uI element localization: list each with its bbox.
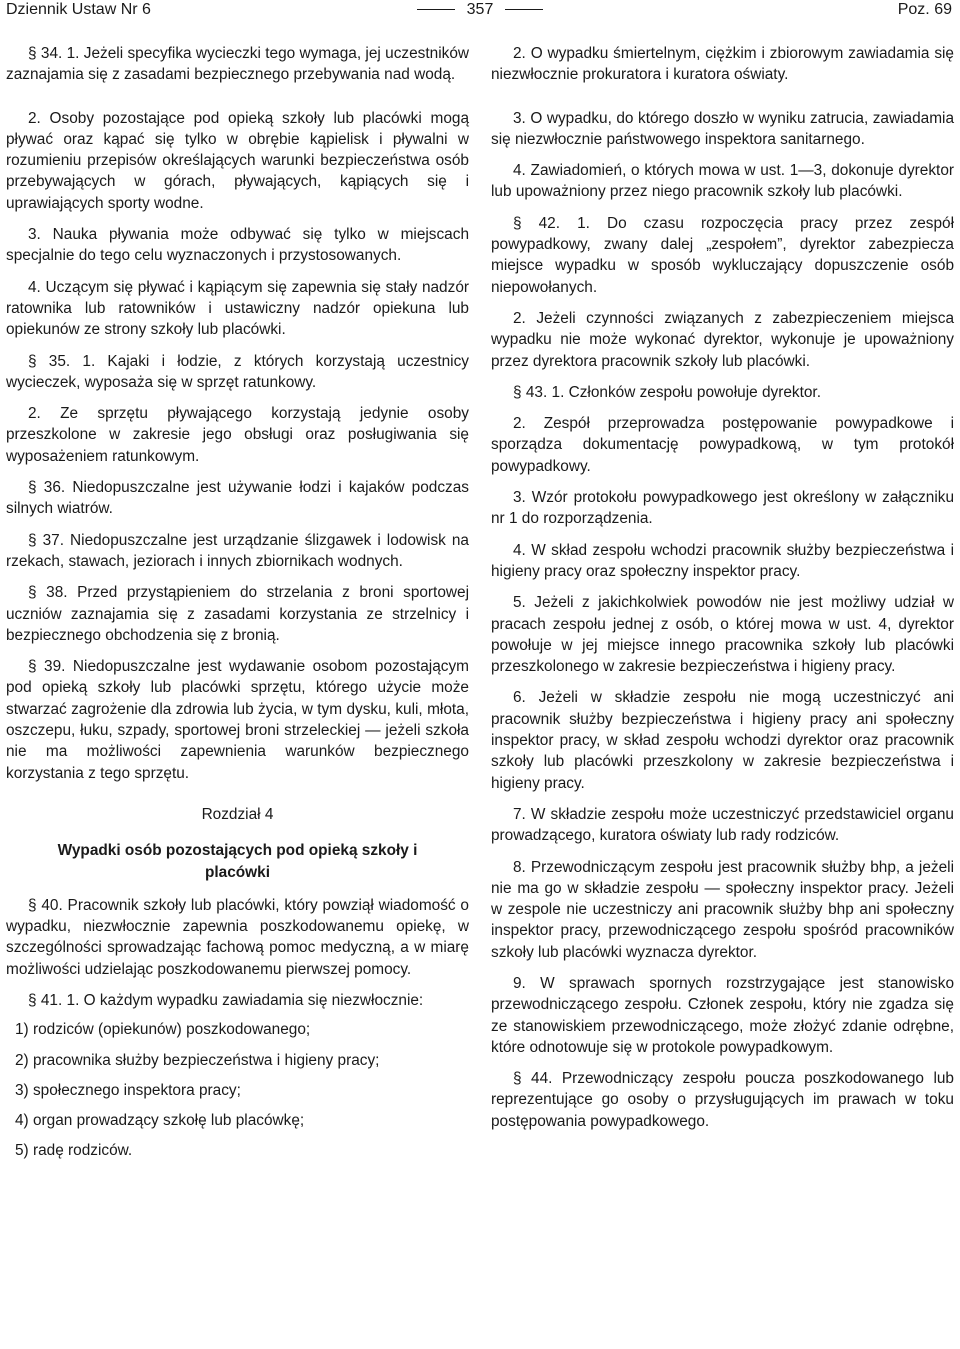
paragraph-s43-2: 2. Zespół przeprowadza postępowanie powypadkowe i sporządza dokumentację powypadkową, w tym protokół powypadkowy. <box>491 415 954 475</box>
list-item-2: 2) pracownika służby bezpieczeństwa i higieny pracy; <box>15 1051 380 1069</box>
paragraph-s39: § 39. Niedopuszczalne jest wydawanie osobom pozostającym pod opieką szkoły lub placówki sprzętu, którego użycie może stwarzać zagrożenie dla zdrowia lub życia, w tym dysku, kuli, młota, oszczepu, łuku, szpady, sportowej broni strzeleckiej — jeżeli szkoła nie ma możliwości zapewnienia warunków bezpiecznego korzystania z tego sprzętu. <box>6 658 469 782</box>
list-item-3: 3) społecznego inspektora pracy; <box>15 1081 241 1099</box>
paragraph-s34-1: § 34. 1. Jeżeli specyfika wycieczki tego wymaga, jej uczestników zaznajamia się z zasadami bezpiecznego przebywania nad wodą. <box>6 45 469 84</box>
dash-left <box>417 9 455 10</box>
chapter-label: Rozdział 4 <box>201 805 274 823</box>
page-number-line <box>0 0 960 20</box>
page-header <box>0 0 960 24</box>
paragraph-s43-4: 4. W skład zespołu wchodzi pracownik służby bezpieczeństwa i higieny pracy oraz społeczny inspektor pracy. <box>491 541 954 580</box>
left-column <box>6 43 469 1171</box>
paragraph-s34-2: 2. Osoby pozostające pod opieką szkoły lub placówki mogą pływać oraz kąpać się tylko w obrębie kąpielisk i pływalni w rozumieniu przepisów określających warunki bezpieczeństwa osób przebywających w górach, pływających, kąpiących się i uprawiających sporty wodne. <box>6 109 469 212</box>
chapter-title: Wypadki osób pozostających pod opieką szkoły i placówki <box>57 842 418 881</box>
list-item-5: 5) radę rodziców. <box>15 1142 133 1160</box>
paragraph-s43-8: 8. Przewodniczącym zespołu jest pracownik służby bhp, a jeżeli nie ma go w składzie zespołu — społeczny inspektor pracy. Jeżeli w zespole nie uczestniczy ani pracownik służby bhp ani społeczny inspektor pracy, przewodniczącego zespołu spośród pracowników szkoły lub placówki wyznacza dyrektor. <box>491 858 954 961</box>
right-column <box>491 43 954 1142</box>
journal-title: Dziennik Ustaw Nr 6 <box>6 1 151 18</box>
paragraph-s41-2: 2. O wypadku śmiertelnym, ciężkim i zbiorowym zawiadamia się niezwłocznie prokuratora i kuratora oświaty. <box>491 45 954 84</box>
paragraph-s43-5: 5. Jeżeli z jakichkolwiek powodów nie jest możliwy udział w pracach zespołu jednej z osób, o której mowa w ust. 4, dyrektor powołuje w jej miejsce innego pracownika szkoły lub placówki przeszkolonego w zakresie bezpieczeństwa i higieny pracy. <box>491 594 954 676</box>
paragraph-s42-1: § 42. 1. Do czasu rozpoczęcia pracy przez zespół powypadkowy, zwany dalej „zespołem”, dyrektor zabezpiecza miejsce wypadku w sposób wykluczający dopuszczenie osób niepowołanych. <box>491 214 954 296</box>
paragraph-s35-2: 2. Ze sprzętu pływającego korzystają jedynie osoby przeszkolone w zakresie jego obsługi oraz posługiwania się wyposażeniem ratunkowym. <box>6 405 469 465</box>
paragraph-s35-1: § 35. 1. Kajaki i łodzie, z których korzystają uczestnicy wycieczek, wyposaża się w sprzęt ratunkowy. <box>6 352 469 391</box>
paragraph-s43-7: 7. W składzie zespołu może uczestniczyć przedstawiciel organu prowadzącego, kuratora oświaty lub rady rodziców. <box>491 805 954 845</box>
paragraph-s41-1: § 41. 1. O każdym wypadku zawiadamia się niezwłocznie: <box>28 991 424 1009</box>
paragraph-s40: § 40. Pracownik szkoły lub placówki, który powziął wiadomość o wypadku, niezwłocznie zapewnia poszkodowanemu opiekę, w szczególności sprowadzając fachową pomoc medyczną, a w miarę możliwości udzielając poszkodowanemu pierwszej pomocy. <box>6 896 469 978</box>
paragraph-s36: § 36. Niedopuszczalne jest używanie łodzi i kajaków podczas silnych wiatrów. <box>6 479 469 518</box>
list-item-4: 4) organ prowadzący szkołę lub placówkę; <box>15 1112 305 1130</box>
paragraph-s34-4: 4. Uczącym się pływać i kąpiącym się zapewnia się stały nadzór ratownika lub ratowników i ustawiczny nadzór opiekuna lub opiekunów ze strony szkoły lub placówki. <box>6 278 469 339</box>
paragraph-s42-2: 2. Jeżeli czynności związanych z zabezpieczeniem miejsca wypadku nie może wykonać dyrektor, wykonuje je upoważniony przez dyrektora pracownik szkoły lub placówki. <box>491 309 954 370</box>
list-item-1: 1) rodziców (opiekunów) poszkodowanego; <box>15 1021 311 1039</box>
dash-right <box>505 9 543 10</box>
paragraph-s43-6: 6. Jeżeli w składzie zespołu nie mogą uczestniczyć ani pracownik służby bezpieczeństwa i higieny pracy ani społeczny inspektor pracy, w skład zespołu wchodzi dyrektor oraz pracownik szkoły lub placówki przeszkolony w zakresie bezpieczeństwa i higieny pracy. <box>491 689 954 792</box>
paragraph-s43-1: § 43. 1. Członków zespołu powołuje dyrektor. <box>513 383 821 401</box>
position-number: Poz. 69 <box>897 1 952 18</box>
paragraph-s37: § 37. Niedopuszczalne jest urządzanie ślizgawek i lodowisk na rzekach, stawach, jeziorach i innych zbiornikach wodnych. <box>6 531 469 570</box>
paragraph-s41-3: 3. O wypadku, do którego doszło w wyniku zatrucia, zawiadamia się niezwłocznie państwowego inspektora sanitarnego. <box>491 109 954 148</box>
page-number: 357 <box>466 1 494 18</box>
paragraph-s41-4: 4. Zawiadomień, o których mowa w ust. 1—3, dokonuje dyrektor lub upoważniony przez niego pracownik szkoły lub placówki. <box>491 162 954 201</box>
paragraph-s34-3: 3. Nauka pływania może odbywać się tylko w miejscach specjalnie do tego celu wyznaczonych i przystosowanych. <box>6 226 469 265</box>
paragraph-s38: § 38. Przed przystąpieniem do strzelania z broni sportowej uczniów zaznajamia się z zasadami korzystania ze strzelnicy i bezpiecznego obchodzenia się z bronią. <box>6 584 469 644</box>
paragraph-s43-9: 9. W sprawach spornych rozstrzygające jest stanowisko przewodniczącego zespołu. Członek zespołu, który nie zgadza się ze stanowiskiem przewodniczącego, może złożyć zdanie odrębne, które odnotowuje się w protokole powypadkowym. <box>491 974 954 1056</box>
paragraph-s43-3: 3. Wzór protokołu powypadkowego jest określony w załączniku nr 1 do rozporządzenia. <box>491 489 954 528</box>
paragraph-s44: § 44. Przewodniczący zespołu poucza poszkodowanego lub reprezentujące go osoby o przysługujących im prawach w toku postępowania powypadkowego. <box>491 1070 954 1130</box>
